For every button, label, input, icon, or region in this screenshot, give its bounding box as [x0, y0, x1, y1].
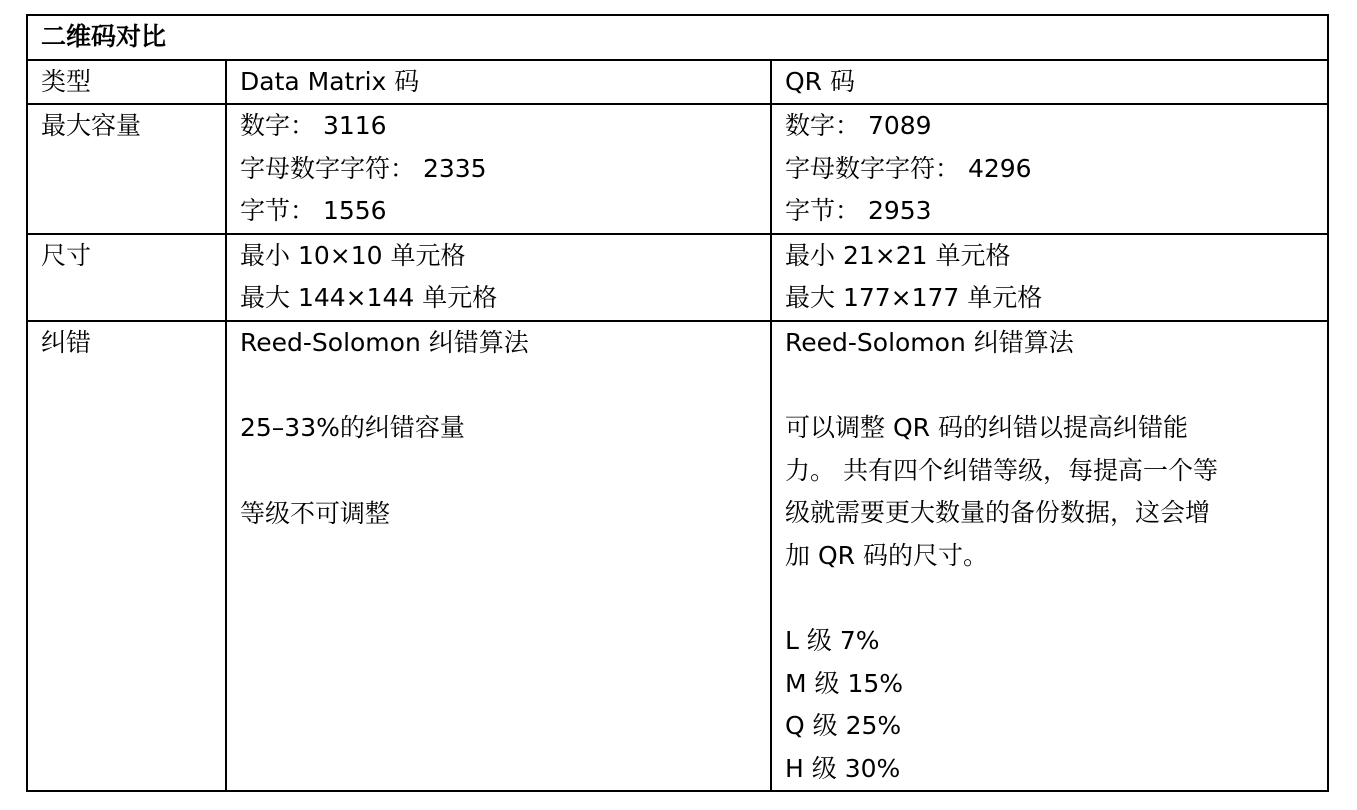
qr-size-min: 最小 21×21 单元格 — [785, 240, 1011, 270]
table-title: 二维码对比 — [27, 15, 1328, 60]
cell-datamatrix-size — [226, 234, 771, 321]
qr-ec-level: L 级 7% — [785, 626, 880, 655]
qr-ec-level: M 级 15% — [785, 668, 904, 698]
table-row-capacity — [27, 104, 1328, 234]
cell-qr-error-correction — [771, 321, 1328, 792]
cell-datamatrix-capacity — [226, 104, 771, 234]
qr-numeric: 数字： 7089 — [785, 111, 932, 140]
cell-qr-capacity — [771, 104, 1328, 234]
datamatrix-ec-adjustable: 等级不可调整 — [240, 498, 391, 528]
row-label-size: 尺寸 — [27, 234, 226, 321]
header-qr: QR 码 — [771, 60, 1328, 105]
row-label-capacity: 最大容量 — [27, 104, 226, 234]
table-row-error-correction — [27, 321, 1328, 792]
qr-comparison-table — [26, 14, 1329, 792]
datamatrix-size-max: 最大 144×144 单元格 — [240, 283, 498, 312]
qr-alphanumeric: 字母数字字符： 4296 — [785, 153, 1032, 183]
datamatrix-numeric: 数字： 3116 — [240, 111, 387, 140]
qr-ec-desc-line: 力。 共有四个纠错等级，每提高一个等 — [785, 455, 1218, 485]
datamatrix-ec-algorithm: Reed-Solomon 纠错算法 — [240, 327, 529, 357]
qr-size-max: 最大 177×177 单元格 — [785, 283, 1043, 312]
table-header-row — [27, 60, 1328, 105]
datamatrix-size-min: 最小 10×10 单元格 — [240, 240, 466, 270]
row-label-error-correction: 纠错 — [27, 321, 226, 792]
table-row-size — [27, 234, 1328, 321]
spacer — [785, 577, 1327, 620]
qr-ec-level: Q 级 25% — [785, 711, 902, 740]
qr-ec-level: H 级 30% — [785, 753, 901, 783]
datamatrix-ec-capacity: 25–33%的纠错容量 — [240, 413, 465, 442]
spacer — [240, 364, 770, 407]
qr-ec-desc-line: 可以调整 QR 码的纠错以提高纠错能 — [785, 413, 1188, 442]
spacer — [785, 364, 1327, 407]
spacer — [240, 450, 770, 493]
header-type: 类型 — [27, 60, 226, 105]
qr-ec-algorithm: Reed-Solomon 纠错算法 — [785, 327, 1074, 357]
qr-ec-desc-line: 加 QR 码的尺寸。 — [785, 540, 988, 570]
cell-qr-size — [771, 234, 1328, 321]
datamatrix-alphanumeric: 字母数字字符： 2335 — [240, 153, 487, 183]
qr-ec-desc-line: 级就需要更大数量的备份数据，这会增 — [785, 498, 1211, 527]
datamatrix-bytes: 字节： 1556 — [240, 196, 387, 225]
table-title-row — [27, 15, 1328, 60]
qr-bytes: 字节： 2953 — [785, 196, 932, 225]
header-datamatrix: Data Matrix 码 — [226, 60, 771, 105]
cell-datamatrix-error-correction — [226, 321, 771, 792]
